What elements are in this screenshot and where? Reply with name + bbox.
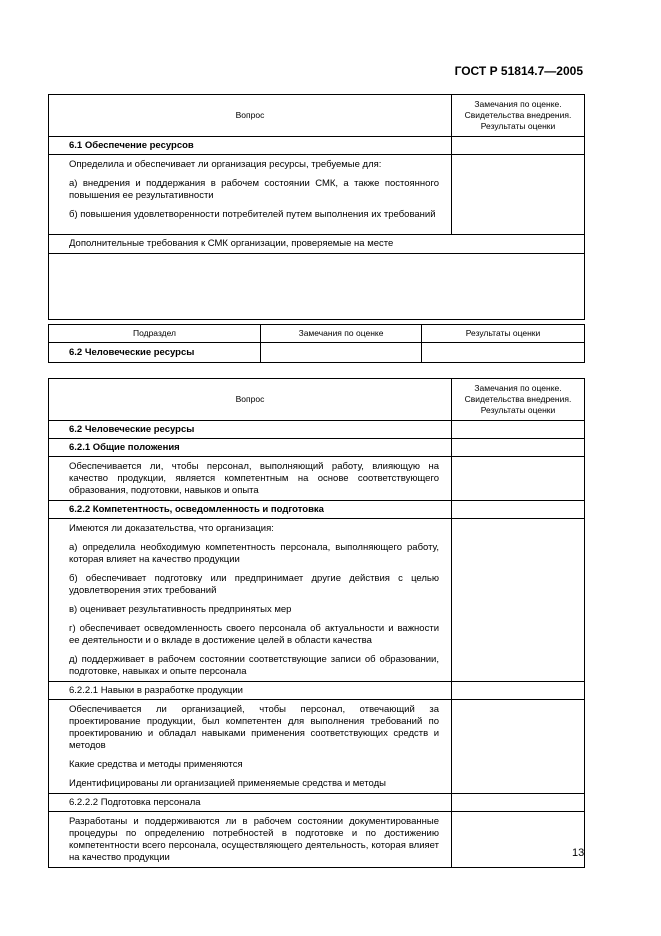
column-header-remarks: Замечания по оценке	[261, 325, 422, 343]
column-header-question: Вопрос	[49, 95, 452, 137]
question-text: б) повышения удовлетворенности потребителей путем выполнения их требований	[69, 209, 436, 220]
question-cell	[49, 812, 452, 868]
question-text: Разработаны и поддерживаются ли в рабочем состоянии документированные процедуры по определению потребностей в подготовке и по достижению компетентности всего персонала, осуществляющего деятельность, которая влияет на качество продукции	[69, 816, 439, 863]
additional-requirements-label: Дополнительные требования к СМК организации, проверяемые на месте	[49, 235, 585, 254]
question-cell	[49, 700, 452, 794]
question-text: в) оценивает результативность предпринятых мер	[69, 604, 292, 615]
question-text: Идентифицированы ли организацией применяемые средства и методы	[69, 778, 386, 789]
subsection-summary-table	[48, 324, 585, 363]
standard-designation: ГОСТ Р 51814.7—2005	[454, 64, 583, 78]
question-cell	[49, 457, 452, 501]
question-text: Определила и обеспечивает ли организация ресурсы, требуемые для:	[69, 159, 382, 170]
page-number: 13	[572, 847, 585, 859]
remarks-cell	[452, 155, 585, 235]
remarks-cell	[452, 501, 585, 519]
subsection-title: 6.2.2 Компетентность, осведомленность и подготовка	[49, 501, 452, 519]
results-cell	[422, 343, 585, 363]
human-resources-table	[48, 378, 585, 868]
question-text: Обеспечивается ли организацией, чтобы персонал, отвечающий за проектирование продукции, был компетентен для выполнения требований по проектированию и обладал навыками применения соответствующих средств и методов	[69, 704, 439, 751]
question-text: д) поддерживает в рабочем состоянии соответствующие записи об образовании, подготовке, навыках и опыте персонала	[69, 654, 439, 677]
remarks-cell	[452, 794, 585, 812]
remarks-cell	[261, 343, 422, 363]
question-text: Обеспечивается ли, чтобы персонал, выполняющий работу, влияющую на качество продукции, является компетентным на основе соответствующего образования, подготовки, навыков и опыта	[69, 461, 439, 496]
question-cell	[49, 155, 452, 235]
additional-requirements-area	[49, 254, 585, 320]
remarks-cell	[452, 137, 585, 155]
subsection-title: 6.2.2.1 Навыки в разработке продукции	[49, 682, 452, 700]
question-text: б) обеспечивает подготовку или предпринимает другие действия с целью удовлетворения этих требований	[69, 573, 439, 596]
column-header-results: Результаты оценки	[422, 325, 585, 343]
remarks-cell	[452, 421, 585, 439]
remarks-cell	[452, 682, 585, 700]
column-header-subsection: Подраздел	[49, 325, 261, 343]
subsection-title: 6.2.1 Общие положения	[49, 439, 452, 457]
question-text: Какие средства и методы применяются	[69, 759, 243, 770]
column-header-remarks: Замечания по оценке. Свидетельства внедрения. Результаты оценки	[452, 95, 585, 137]
column-header-question: Вопрос	[49, 379, 452, 421]
section-title: 6.2 Человеческие ресурсы	[49, 421, 452, 439]
remarks-cell	[452, 457, 585, 501]
subsection-title: 6.2.2.2 Подготовка персонала	[49, 794, 452, 812]
remarks-cell	[452, 519, 585, 682]
question-text: а) внедрения и поддержания в рабочем состоянии СМК, а также постоянного повышения ее результативности	[69, 178, 439, 201]
question-text: а) определила необходимую компетентность персонала, выполняющего работу, которая влияет на качество продукции	[69, 542, 439, 565]
subsection-name: 6.2 Человеческие ресурсы	[49, 343, 261, 363]
remarks-cell	[452, 700, 585, 794]
question-text: г) обеспечивает осведомленность своего персонала об актуальности и важности ее деятельности и о вкладе в достижение целей в области качества	[69, 623, 439, 646]
question-cell	[49, 519, 452, 682]
remarks-cell	[452, 812, 585, 868]
resources-table	[48, 94, 585, 320]
remarks-cell	[452, 439, 585, 457]
section-title: 6.1 Обеспечение ресурсов	[49, 137, 452, 155]
question-text: Имеются ли доказательства, что организация:	[69, 523, 274, 534]
column-header-remarks: Замечания по оценке. Свидетельства внедрения. Результаты оценки	[452, 379, 585, 421]
